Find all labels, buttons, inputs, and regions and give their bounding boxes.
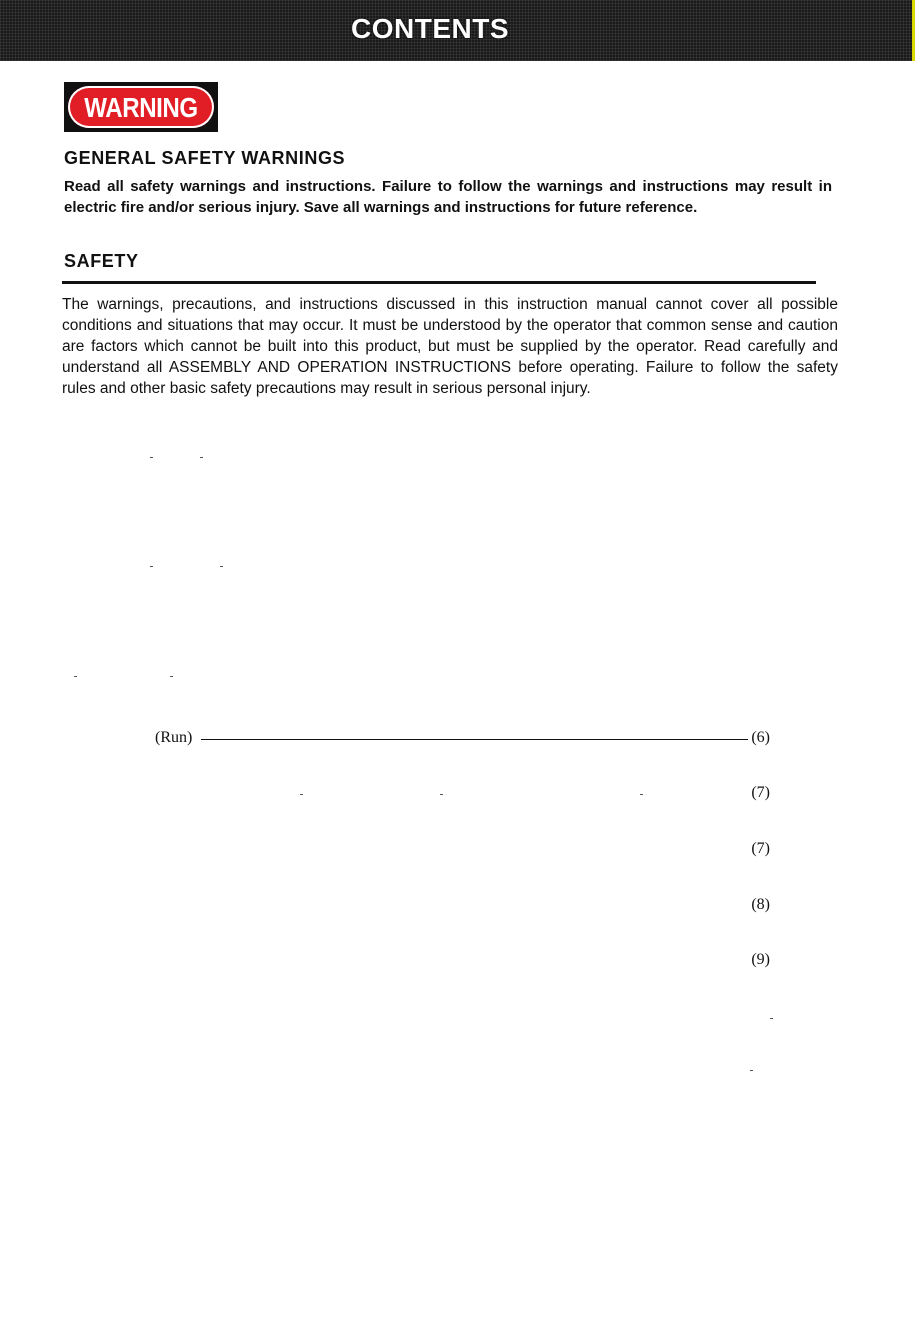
scan-artifact [300,794,303,795]
general-safety-text: Read all safety warnings and instructions. Failure to follow the warnings and instructions may result in electric fire and/or serious injury. Save all warnings and instructions for future reference. [64,178,832,216]
page-title: CONTENTS [351,13,509,44]
scan-artifact [640,794,643,795]
warning-badge [64,82,218,132]
toc-entry-page: (7) [751,784,770,801]
scan-artifact [440,794,443,795]
warning-label: WARNING [84,92,198,123]
scan-artifact [170,676,173,677]
toc-entry-page: (6) [751,729,770,746]
scan-artifact [150,457,153,458]
toc-entry-page: (8) [751,896,770,913]
toc-entry [155,784,770,804]
general-safety-heading: GENERAL SAFETY WARNINGS [64,148,346,168]
scan-artifact [750,1070,753,1071]
scan-artifact [200,457,203,458]
scan-artifact [770,1018,773,1019]
toc-entry-label: (Run) [155,729,193,746]
warning-pill [68,86,214,128]
toc-leader-line [201,739,748,740]
safety-text: The warnings, precautions, and instructions discussed in this instruction manual cannot cover all possible conditions and situations that may occur. It must be understood by the operator that common sense and caution are factors which cannot be built into this product, but must be supplied by the operator. Read carefully and understand all ASSEMBLY AND OPERATION INSTRUCTIONS before operating. Failure to follow the safety rules and other basic safety precautions may result in serious personal injury. [62,296,838,397]
scan-artifact [74,676,77,677]
scan-artifact [150,566,153,567]
toc-entry [155,729,770,749]
scan-artifact [220,566,223,567]
toc-entry-page: (7) [751,840,770,857]
section-divider [62,281,816,284]
toc-entry-page: (9) [751,951,770,968]
toc-entry [155,840,770,860]
toc-entry [155,951,770,971]
safety-heading: SAFETY [64,251,139,271]
toc-entry [155,896,770,916]
